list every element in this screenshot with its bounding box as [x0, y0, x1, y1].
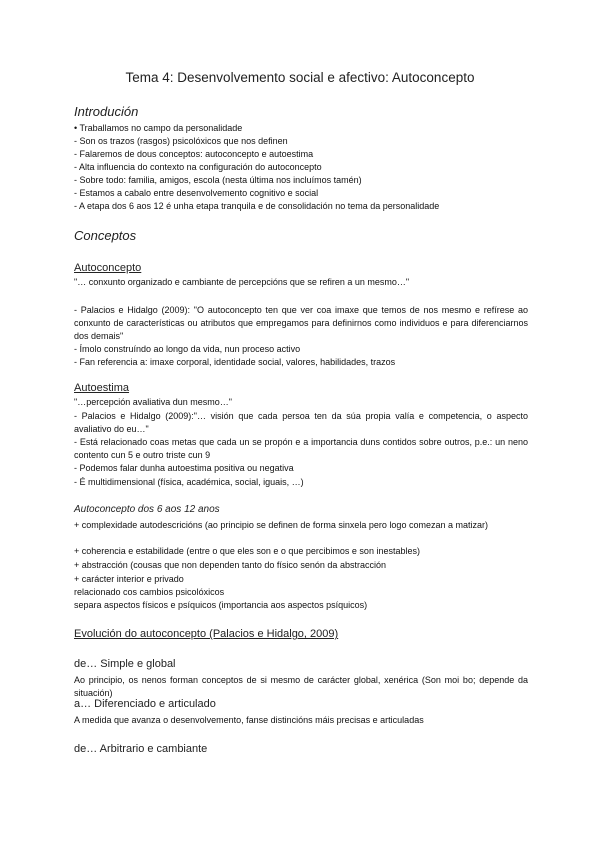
autoconcepto-title: Autoconcepto — [74, 262, 142, 274]
intro-heading: Introdución — [74, 104, 139, 119]
autoestima-palacios: - Palacios e Hidalgo (2009):"… visión que cada persoa ten da súa propia valía e competencia, o aspecto avaliativo do eu…" — [74, 411, 528, 434]
seis-doce-item: relacionado cos cambios psicolóxicos — [74, 587, 225, 597]
evolucion-stage-text: A medida que avanza o desenvolvemento, fanse distincións máis precisas e articuladas — [74, 715, 424, 725]
evolucion-stage-title: a… Diferenciado e articulado — [74, 698, 216, 710]
conceptos-heading: Conceptos — [74, 228, 137, 243]
seis-doce-item: separa aspectos físicos e psíquicos (importancia aos aspectos psíquicos) — [74, 600, 368, 610]
intro-item: - Falaremos de dous conceptos: autoconcepto e autoestima — [74, 149, 314, 159]
intro-item: • Traballamos no campo da personalidade — [74, 123, 243, 133]
seis-doce-first: + complexidade autodescricións (ao principio se definen de forma sinxela pero logo comezan a matizar) — [74, 520, 488, 530]
seis-doce-item: + abstracción (cousas que non dependen tanto do físico senón da abstracción — [74, 560, 386, 570]
intro-item: - Sobre todo: familia, amigos, escola (nesta última nos incluímos tamén) — [74, 175, 362, 185]
autoconcepto-palacios: - Palacios e Hidalgo (2009): "O autoconcepto ten que ver coa imaxe que temos de nos mesmo e refírese ao conxunto de características ou atributos que empregamos para definirnos como individuos e para diferenciarnos dos demais" — [74, 305, 528, 341]
intro-item: - Son os trazos (rasgos) psicolóxicos que nos definen — [74, 136, 288, 146]
autoestima-metas: - Está relacionado coas metas que cada un se propón e a importancia duns contidos sobre outros, p.e.: un neno contento cun 5 e outro triste cun 9 — [74, 437, 528, 460]
autoestima-item: - É multidimensional (física, académica, social, iguais, …) — [74, 477, 304, 487]
autoconcepto-item: - Fan referencia a: imaxe corporal, identidade social, valores, habilidades, trazos — [74, 357, 396, 367]
autoestima-quote: "…percepción avaliativa dun mesmo…" — [74, 397, 232, 407]
intro-item: - Estamos a cabalo entre desenvolvemento cognitivo e social — [74, 188, 319, 198]
seis-doce-item: + carácter interior e privado — [74, 574, 184, 584]
autoestima-title: Autoestima — [74, 382, 130, 394]
seis-doce-item: + coherencia e estabilidade (entre o que eles son e o que percibimos e son inestables) — [74, 546, 420, 556]
autoconcepto-quote: "… conxunto organizado e cambiante de percepcións que se refiren a un mesmo…" — [74, 277, 410, 287]
page-title: Tema 4: Desenvolvemento social e afectivo: Autoconcepto — [125, 70, 475, 85]
autoestima-item: - Podemos falar dunha autoestima positiva ou negativa — [74, 463, 294, 473]
autoconcepto-item: - Ímolo construíndo ao longo da vida, nun proceso activo — [74, 344, 301, 354]
intro-item: - Alta influencia do contexto na configuración do autoconcepto — [74, 162, 322, 172]
intro-item: - A etapa dos 6 aos 12 é unha etapa tranquila e de consolidación no tema da personalidade — [74, 201, 440, 211]
evolucion-stage-title: de… Simple e global — [74, 658, 176, 670]
evolucion-heading: Evolución do autoconcepto (Palacios e Hidalgo, 2009) — [74, 628, 339, 640]
evolucion-stage-title: de… Arbitrario e cambiante — [74, 743, 208, 755]
seis-doce-title: Autoconcepto dos 6 aos 12 anos — [74, 504, 220, 515]
evolucion-stage-text: Ao principio, os nenos forman conceptos de si mesmo de carácter global, xenérica (Son moi bo; depende da situación) — [74, 675, 528, 698]
